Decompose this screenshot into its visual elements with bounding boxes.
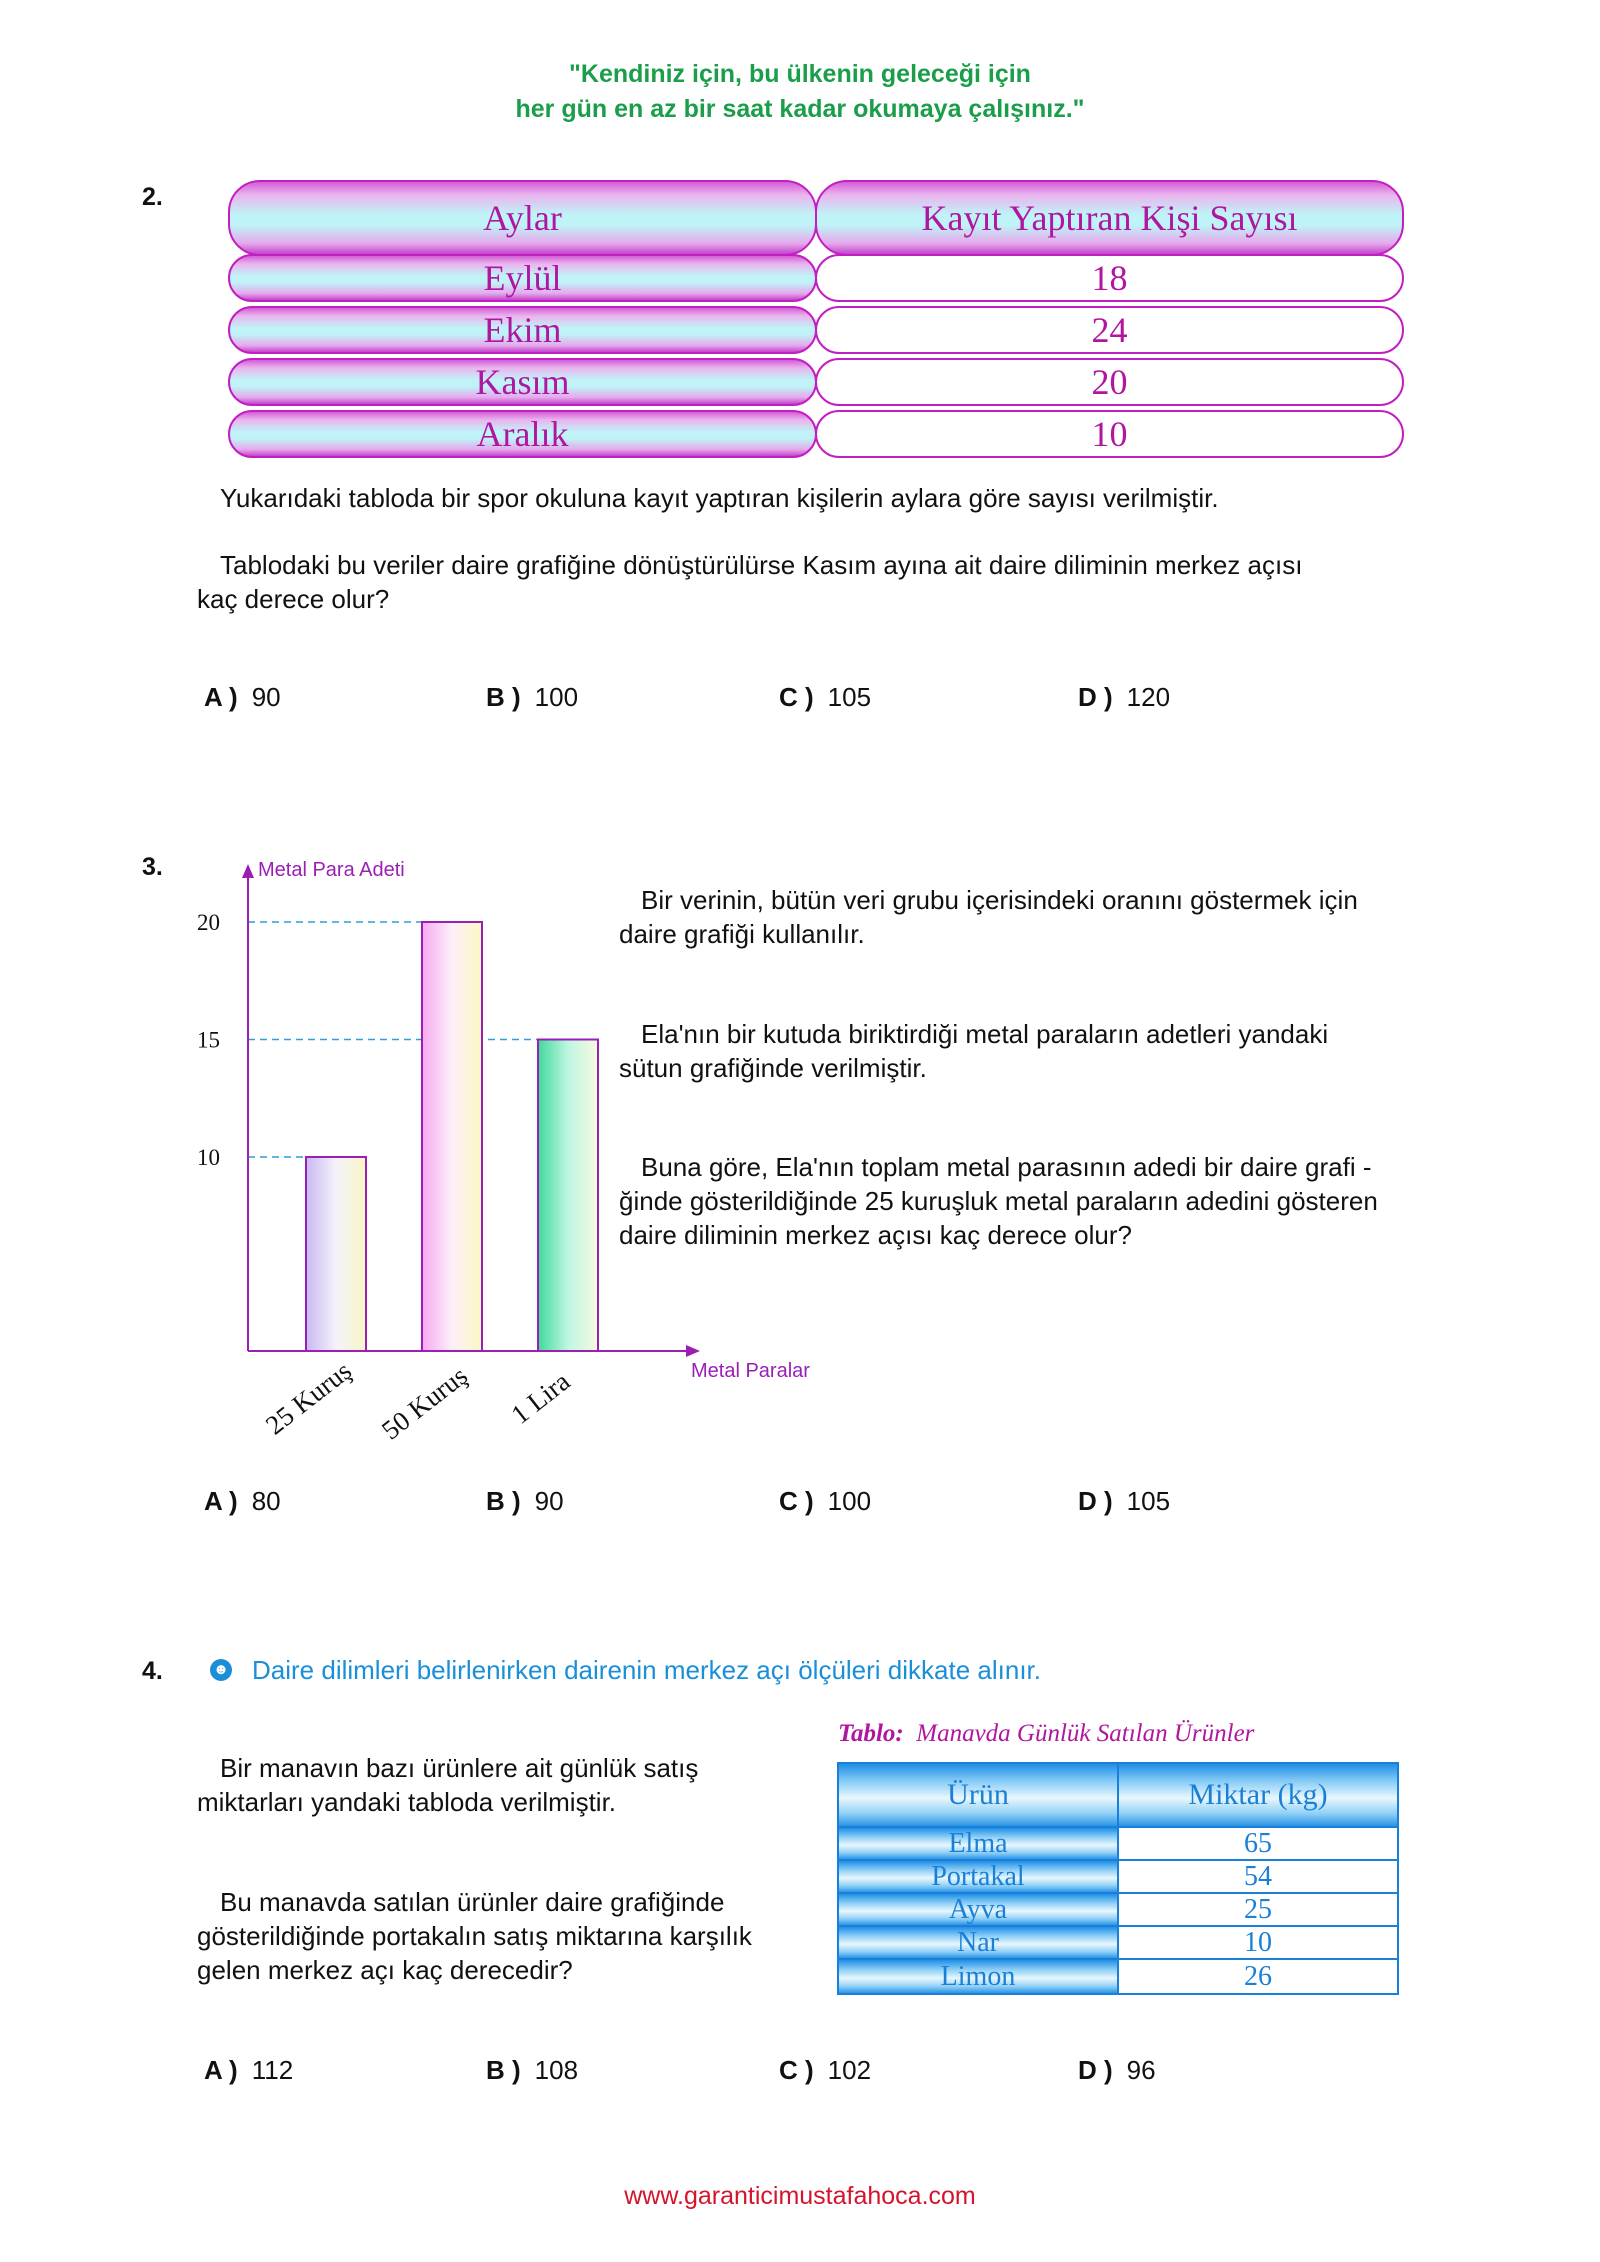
q3-para-2b: sütun grafiğinde verilmiştir. [619, 1053, 927, 1083]
x-tick-label: 50 Kuruş [375, 1360, 473, 1446]
option-value: 80 [251, 1486, 281, 1516]
q4-option-b[interactable] [486, 2055, 578, 2086]
q3-para-3a: Buna göre, Ela'nın toplam metal parasının adedi bir daire grafi - [641, 1152, 1372, 1182]
option-label: D ) [1078, 2055, 1113, 2085]
q2-header-count: Kayıt Yaptıran Kişi Sayısı [815, 180, 1404, 256]
q4-note: Daire dilimleri belirlenirken dairenin merkez açı ölçüleri dikkate alınır. [252, 1655, 1041, 1685]
q2-header-months: Aylar [228, 180, 817, 256]
q4-para-1a: Bir manavın bazı ürünlere ait günlük satış [220, 1753, 699, 1783]
option-value: 108 [534, 2055, 579, 2085]
q3-para-2a: Ela'nın bir kutuda biriktirdiği metal paraların adetleri yandaki [641, 1019, 1329, 1049]
q4-header-amount: Miktar (kg) [1117, 1762, 1399, 1828]
q4-row-amount: 54 [1117, 1859, 1399, 1894]
option-value: 100 [534, 682, 579, 712]
option-value: 100 [827, 1486, 872, 1516]
option-label: C ) [779, 682, 814, 712]
q3-option-a[interactable] [204, 1486, 281, 1517]
q2-row-count: 24 [815, 306, 1404, 354]
option-label: A ) [204, 2055, 238, 2085]
q4-row-product: Portakal [837, 1859, 1119, 1894]
q3-para-3b: ğinde gösterildiğinde 25 kuruşluk metal paraların adedini gösteren [619, 1186, 1378, 1216]
q4-header-product: Ürün [837, 1762, 1119, 1828]
q2-row-month: Aralık [228, 410, 817, 458]
q4-option-a[interactable] [204, 2055, 293, 2086]
q4-row-product: Elma [837, 1826, 1119, 1861]
question-4-number: 4. [142, 1657, 163, 1685]
q3-para-3c: daire diliminin merkez açısı kaç derece olur? [619, 1220, 1132, 1250]
bar-1 [422, 922, 482, 1351]
option-label: A ) [204, 1486, 238, 1516]
q4-row-amount: 10 [1117, 1925, 1399, 1960]
q2-row-month: Eylül [228, 254, 817, 302]
q2-row-month: Kasım [228, 358, 817, 406]
option-value: 105 [1126, 1486, 1171, 1516]
bar-2 [538, 1040, 598, 1352]
motto-line-2: her gün en az bir saat kadar okumaya çalışınız." [515, 95, 1085, 123]
y-tick-label: 20 [197, 910, 220, 935]
q4-option-d[interactable] [1078, 2055, 1156, 2086]
option-value: 112 [251, 2055, 294, 2085]
question-3-number: 3. [142, 853, 163, 881]
q4-para-1b: miktarları yandaki tabloda verilmiştir. [197, 1787, 617, 1817]
y-axis-arrow-icon [242, 864, 254, 878]
option-value: 90 [251, 682, 281, 712]
q3-option-b[interactable] [486, 1486, 564, 1517]
q3-para-1a: Bir verinin, bütün veri grubu içerisindeki oranını göstermek için [641, 885, 1358, 915]
q2-text-1: Yukarıdaki tabloda bir spor okuluna kayıt yaptıran kişilerin aylara göre sayısı verilmiştir. [220, 483, 1219, 513]
q2-text-2b: kaç derece olur? [197, 584, 390, 614]
caption-text: Manavda Günlük Satılan Ürünler [916, 1720, 1255, 1747]
option-value: 96 [1126, 2055, 1156, 2085]
y-tick-label: 10 [197, 1145, 220, 1170]
q4-option-c[interactable] [779, 2055, 871, 2086]
question-2-number: 2. [142, 183, 163, 211]
option-label: B ) [486, 682, 521, 712]
y-axis-label: Metal Para Adeti [258, 859, 405, 881]
footer-link[interactable]: www.garanticimustafahoca.com [624, 2182, 976, 2210]
x-axis-label: Metal Paralar [691, 1360, 810, 1382]
q2-row-month: Ekim [228, 306, 817, 354]
option-value: 102 [827, 2055, 872, 2085]
option-label: B ) [486, 2055, 521, 2085]
q4-row-amount: 25 [1117, 1892, 1399, 1927]
option-label: B ) [486, 1486, 521, 1516]
caption-bold: Tablo: [838, 1720, 904, 1747]
option-label: C ) [779, 2055, 814, 2085]
option-label: D ) [1078, 1486, 1113, 1516]
motto-line-1: "Kendiniz için, bu ülkenin geleceği için [569, 60, 1031, 88]
q2-row-count: 20 [815, 358, 1404, 406]
smiley-icon: ☻ [210, 1659, 232, 1681]
option-value: 105 [827, 682, 872, 712]
q4-row-product: Ayva [837, 1892, 1119, 1927]
option-value: 120 [1126, 682, 1171, 712]
q2-row-count: 18 [815, 254, 1404, 302]
q4-row-product: Limon [837, 1958, 1119, 1995]
option-value: 90 [534, 1486, 564, 1516]
x-tick-label: 25 Kuruş [259, 1355, 357, 1441]
q3-para-1b: daire grafiği kullanılır. [619, 919, 865, 949]
q4-row-amount: 26 [1117, 1958, 1399, 1995]
q3-option-d[interactable] [1078, 1486, 1170, 1517]
q4-row-amount: 65 [1117, 1826, 1399, 1861]
q2-row-count: 10 [815, 410, 1404, 458]
option-label: D ) [1078, 682, 1113, 712]
bar-0 [306, 1157, 366, 1351]
q4-para-2a: Bu manavda satılan ürünler daire grafiğinde [220, 1887, 725, 1917]
q4-para-2b: gösterildiğinde portakalın satış miktarına karşılık [197, 1921, 752, 1951]
option-label: C ) [779, 1486, 814, 1516]
y-tick-label: 15 [197, 1027, 220, 1053]
q3-option-c[interactable] [779, 1486, 871, 1517]
q4-para-2c: gelen merkez açı kaç derecedir? [197, 1955, 573, 1985]
q4-table-caption [838, 1720, 1254, 1748]
option-label: A ) [204, 682, 238, 712]
q2-text-2a: Tablodaki bu veriler daire grafiğine dönüştürülürse Kasım ayına ait daire diliminin merkez açısı [220, 550, 1303, 580]
x-axis-arrow-icon [686, 1345, 700, 1357]
q4-row-product: Nar [837, 1925, 1119, 1960]
x-tick-label: 1 Lira [505, 1366, 576, 1430]
